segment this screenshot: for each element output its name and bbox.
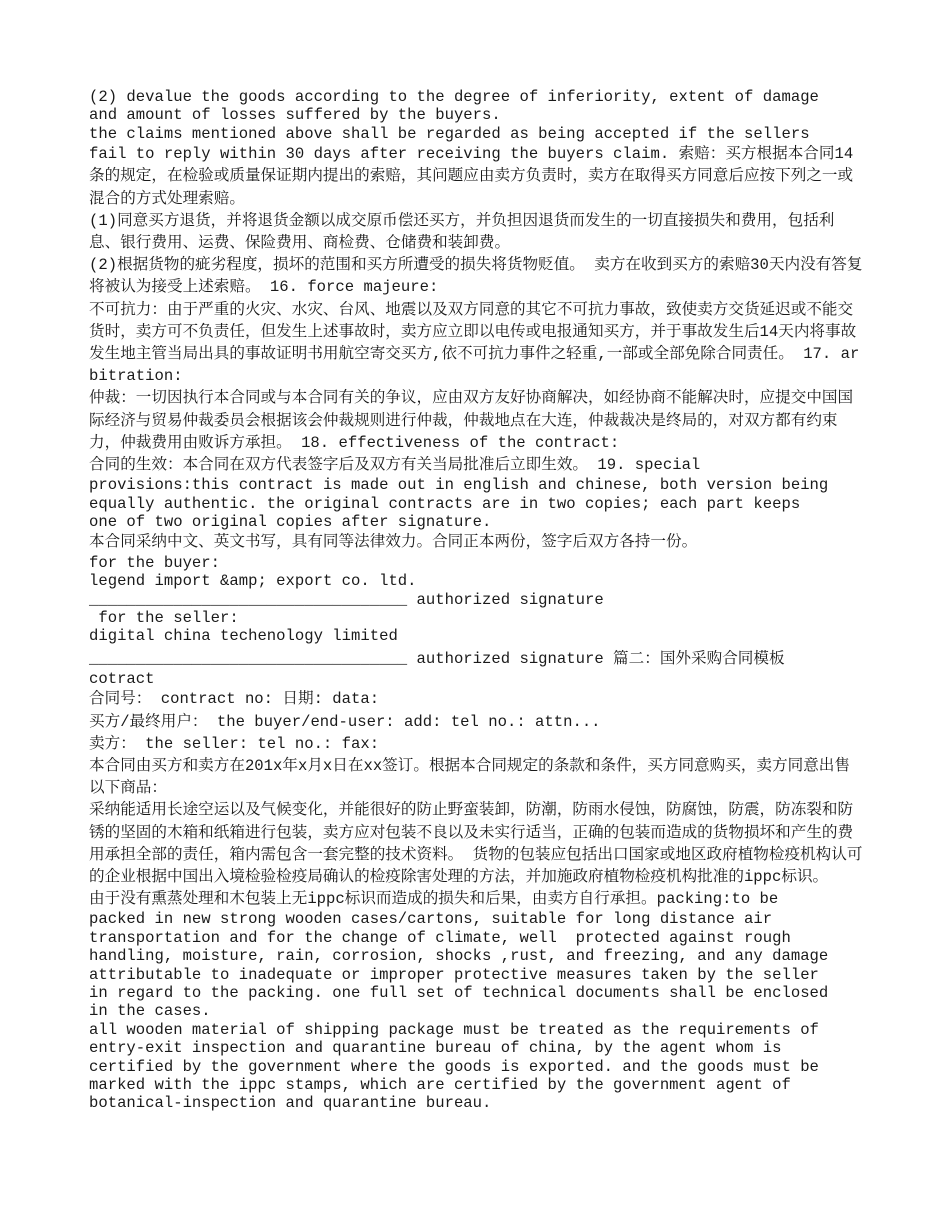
text-line: provisions:this contract is made out in english and chinese, both version being [89, 476, 829, 495]
text-line: in the cases. [89, 1002, 211, 1021]
buyer-row: 买方/最终用户： the buyer/end-user: add: tel no.: attn... [89, 712, 601, 731]
text-line: one of two original copies after signature. [89, 513, 492, 532]
paragraph-devalue: (2)根据货物的疵劣程度，损坏的范围和买方所遭受的损失将货物贬值。 卖方在收到买方的索赔30天内没有答复将被认为接受上述索赔。 16. force majeure: [89, 256, 863, 297]
paragraph-fumigation: 由于没有熏蒸处理和木包装上无ippc标识而造成的损失和后果，由卖方自行承担。packing:to be [89, 890, 779, 909]
text-line: attributable to inadequate or improper protective measures taken by the seller [89, 965, 819, 984]
text-line: all wooden material of shipping package must be treated as the requirements of [89, 1020, 819, 1039]
text-line: entry-exit inspection and quarantine bureau of china, by the agent whom is [89, 1039, 782, 1058]
text-line: the claims mentioned above shall be regarded as being accepted if the sellers [89, 124, 810, 143]
text-line: packed in new strong wooden cases/cartons, suitable for long distance air [89, 910, 773, 929]
text-line: handling, moisture, rain, corrosion, shocks ,rust, and freezing, and any damage [89, 947, 829, 966]
seller-company: digital china techenology limited [89, 627, 398, 646]
text-line: and amount of losses suffered by the buyers. [89, 106, 501, 125]
paragraph-effectiveness: 合同的生效：本合同在双方代表签字后及双方有关当局批准后立即生效。 19. special [89, 456, 701, 475]
text-line: in regard to the packing. one full set of technical documents shall be enclosed [89, 983, 829, 1002]
text-line: transportation and for the change of climate, well protected against rough [89, 928, 791, 947]
buyer-label: for the buyer: [89, 553, 221, 572]
paragraph-language: 本合同采纳中文、英文书写，具有同等法律效力。合同正本两份，签字后双方各持一份。 [89, 533, 698, 552]
text-line: botanical-inspection and quarantine bureau. [89, 1094, 492, 1113]
paragraph-force-majeure: 不可抗力：由于严重的火灾、水灾、台风、地震以及双方同意的其它不可抗力事故，致使卖方交货延迟或不能交货时，卖方可不负责任，但发生上述事故时，卖方应立即以电传或电报通知买方，并于事故发生后14天内将事故发生地主管当局出具的事故证明书用航空寄交买方,依不可抗力事件之轻重,一部或全部免除合同责任。 17. arbitration: [89, 300, 860, 386]
paragraph-packing-zh: 采纳能适用长途空运以及气候变化，并能很好的防止野蛮装卸，防潮，防雨水侵蚀，防腐蚀，防震，防冻裂和防锈的坚固的木箱和纸箱进行包装，卖方应对包装不良以及未实行适当，正确的包装而造成的货物损坏和产生的费用承担全部的责任，箱内需包含一套完整的技术资料。 货物的包装应包括出口国家或地区政府植物检疫机构认可的企业根据中国出入境检验检疫局确认的检疫除害处理的方法，并加施政府植物检疫机构批准的ippc标识。 [89, 801, 863, 886]
seller-row: 卖方： the seller: tel no.: fax: [89, 734, 380, 753]
text-line: certified by the government where the goods is exported. and the goods must be [89, 1057, 819, 1076]
seller-label: for the seller: [89, 608, 239, 627]
paragraph-agreement: 本合同由买方和卖方在201x年x月x日在xx签订。根据本合同规定的条款和条件，买方同意购买，卖方同意出售以下商品： [89, 756, 850, 798]
buyer-company: legend import &amp; export co. ltd. [89, 572, 417, 591]
seller-signature-line: __________________________________ authorized signature 篇二：国外采购合同模板 [89, 649, 785, 668]
text-line: marked with the ippc stamps, which are certified by the government agent of [89, 1076, 791, 1095]
buyer-signature-line: __________________________________ authorized signature [89, 590, 604, 609]
paragraph-arbitration: 仲裁：一切因执行本合同或与本合同有关的争议，应由双方友好协商解决，如经协商不能解决时，应提交中国国际经济与贸易仲裁委员会根据该会仲裁规则进行仲裁，仲裁地点在大连，仲裁裁决是终局的，对双方都有约束力，仲裁费用由败诉方承担。 18. effectiveness of the contract: [89, 389, 854, 452]
document-body [89, 88, 864, 1113]
text-line: (2) devalue the goods according to the degree of inferiority, extent of damage [89, 88, 819, 106]
section-title: cotract [89, 669, 155, 688]
contract-number-row: 合同号： contract no: 日期: data: [89, 690, 380, 709]
paragraph-claims: fail to reply within 30 days after receiving the buyers claim. 索赔：买方根据本合同14条的规定，在检验或质量保证期内提出的索赔，其问题应由卖方负责时，卖方在取得买方同意后应按下列之一或混合的方式处理索赔。 [89, 145, 854, 208]
text-line: equally authentic. the original contracts are in two copies; each part keeps [89, 494, 801, 513]
paragraph-return-goods: (1)同意买方退货，并将退货金额以成交原币偿还买方，并负担因退货而发生的一切直接损失和费用，包括利息、银行费用、运费、保险费用、商检费、仓储费和装卸费。 [89, 211, 835, 253]
